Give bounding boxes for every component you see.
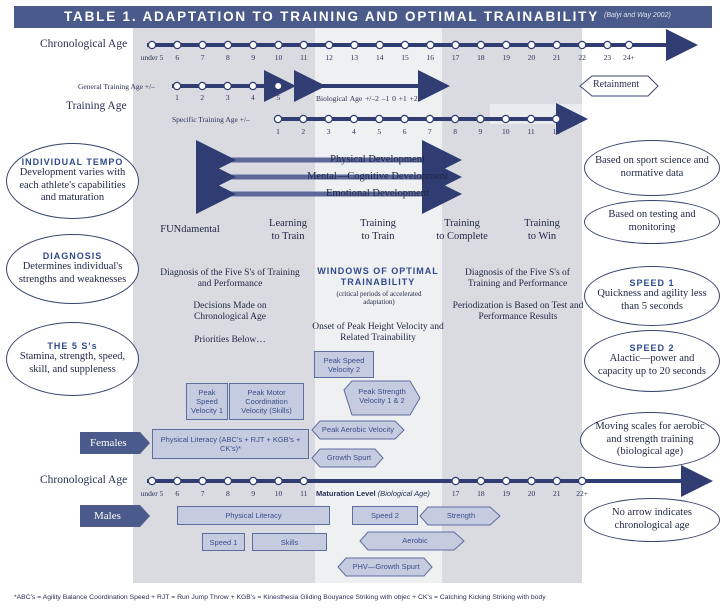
bottom-tick-label: 6 [175,489,180,498]
bottom-dot [579,477,586,484]
aerobic-male-label: Aerobic [402,536,428,545]
oval-text: Moving scales for aerobic and strength training (biological age) [595,421,705,458]
bottom-tick-label: 9 [251,489,256,498]
males-label: Males [94,510,121,522]
chrono-dot [503,41,510,48]
chrono-tick-label: 13 [350,53,359,62]
general-tick-label: 1 [175,93,179,102]
chrono-tick-label: 11 [300,53,308,62]
bottom-tick-label: 20 [527,489,536,498]
chrono-tick-label: 20 [527,53,536,62]
oval-text: Determines individual's strengths and weaknesses [18,261,127,285]
specific-dot [527,115,534,122]
chrono-dot [604,41,611,48]
chrono-tick-label: 9 [251,53,256,62]
oval-text: Quickness and agility less than 5 seconds [597,288,707,312]
chrono-tick-label: 16 [426,53,435,62]
phv-male-label: PHV—Growth Spurt [352,562,420,571]
chrono-tick-label: 12 [325,53,333,62]
bottom-dot [174,477,181,484]
chrono-dot [376,41,383,48]
diagnosis-left-text: Diagnosis of the Five S's of Training and Performance [160,268,300,290]
oval-text: Alactic—power and capacity up to 20 seconds [598,353,706,377]
chrono-tick-label: 21 [553,53,561,62]
bottom-dot [300,477,307,484]
chrono-tick-label: 18 [477,53,485,62]
specific-tick-label: 5 [377,127,382,136]
stage-training-to-win: Training to Win [524,218,560,242]
speed-1-male: Speed 1 [202,533,245,551]
general-tick-label: 5 [276,93,281,102]
females-label: Females [90,437,127,449]
bottom-tick-label: 7 [200,489,205,498]
general-tick-label: 3 [225,93,230,102]
chrono-dot [224,41,231,48]
oval-individual-tempo [6,143,139,219]
bottom-dot [275,477,282,484]
specific-dot [553,115,560,122]
bottom-tick-label: 19 [502,489,510,498]
bottom-tick-label: 17 [451,489,460,498]
growth-spurt-female-label: Growth Spurt [326,453,372,462]
oval-text: Based on sport science and normative data [595,155,709,179]
specific-tick-label: 9 [478,127,483,136]
emotional-development-label: Emotional Development [326,188,429,199]
chrono-tick-label: 14 [375,53,384,62]
specific-training-age-label: Specific Training Age +/– [172,115,250,124]
decisions-text: Decisions Made on Chronological Age [193,301,267,323]
bottom-tick-label: 10 [274,489,283,498]
specific-tick-label: 3 [326,127,331,136]
specific-tick-label: 2 [301,127,306,136]
oval-five-s [6,322,139,396]
peak-motor-coordination: Peak Motor Coordination Velocity (Skills) [229,383,304,420]
specific-dot [502,115,509,122]
specific-dot [477,115,484,122]
oval-title: INDIVIDUAL TEMPO [21,157,124,168]
specific-dot [426,115,433,122]
general-tick-label: 4 [251,93,255,102]
oval-moving-scales [580,412,720,468]
specific-dot [452,115,459,122]
windows-title: WINDOWS OF OPTIMAL TRAINABILITY [317,266,439,287]
chrono-tick-label: under 5 [140,53,164,62]
footnote: *ABC's = Agility Balance Coordination Speed + RJT = Run Jump Throw + KGB's = Kinesthesia Gliding Bouyance Striking with objec + CK's = Catching Kicking Striking with body [14,594,546,601]
stage-fundamental: FUNdamental [160,224,220,235]
bottom-tick-label: 8 [226,489,230,498]
oval-title: DIAGNOSIS [42,251,103,262]
oval-text: Based on testing and monitoring [608,209,696,233]
general-dot [275,82,282,89]
oval-speed-1 [584,266,720,326]
specific-dot [350,115,357,122]
chrono-dot [174,41,181,48]
peak-aerobic-label: Peak Aerobic Velocity [321,425,395,434]
stage-training-to-train: Training to Train [360,218,396,242]
biological-age-label: Biological Age +/–2 –1 0 +1 +2 [316,94,418,103]
chrono-tick-label: 17 [451,53,460,62]
bottom-dot [503,477,510,484]
chrono-dot [148,41,155,48]
chrono-tick-label: 23 [603,53,612,62]
strength-male-label: Strength [446,511,476,520]
chrono-dot [528,41,535,48]
oval-text: No arrow indicates chronological age [612,507,692,531]
bottom-tick-label: 18 [477,489,485,498]
table-title: TABLE 1. ADAPTATION TO TRAINING AND OPTIMAL TRAINABILITY [64,9,600,24]
oval-sport-science [584,140,720,196]
chrono-dot [326,41,333,48]
chrono-dot [199,41,206,48]
maturation-level-note: (Biological Age) [377,489,430,498]
chrono-tick-label: 22 [578,53,586,62]
oval-text: Development varies with each athlete's capabilities and maturation [19,167,126,204]
chrono-dot [579,41,586,48]
physical-literacy-male: Physical Literacy [177,506,330,525]
chrono-dot [401,41,408,48]
retainment-label: Retainment [593,79,640,90]
stage-training-to-complete: Training to Complete [436,218,488,242]
chrono-dot [275,41,282,48]
specific-tick-label: 10 [501,127,510,136]
specific-dot [325,115,332,122]
specific-tick-label: 7 [427,127,432,136]
bottom-dot [477,477,484,484]
chronological-age-label-top: Chronological Age [40,38,128,50]
bottom-tick-label: 21 [553,489,561,498]
specific-tick-label: 8 [453,127,457,136]
bottom-dot [528,477,535,484]
bottom-dot [148,477,155,484]
chrono-dot [477,41,484,48]
specific-dot [401,115,408,122]
specific-tick-label: 6 [402,127,407,136]
oval-no-arrow [584,498,720,542]
physical-development-label: Physical Development [330,154,425,165]
bottom-dot [199,477,206,484]
chrono-dot [351,41,358,48]
diagnosis-right-text: Diagnosis of the Five S's of Training and Performance [465,268,570,290]
specific-tick-label: 4 [352,127,356,136]
onset-text: Onset of Peak Height Velocity and Related Trainability [312,322,444,344]
chrono-tick-label: 8 [226,53,230,62]
general-training-age-label: General Training Age +/– [78,82,155,91]
general-dot [224,82,231,89]
physical-literacy-female: Physical Literacy (ABC's + RJT + KGB's + CK's)* [152,429,309,459]
chrono-tick-label: 15 [401,53,409,62]
windows-subtitle: (critical periods of accelerated adaptation) [336,290,422,307]
chrono-dot [452,41,459,48]
chronological-age-label-bottom: Chronological Age [40,474,128,486]
general-dot [199,82,206,89]
oval-diagnosis [6,234,139,304]
chrono-tick-label: 24+ [623,53,635,62]
specific-tick-label: 1 [276,127,280,136]
chrono-dot [427,41,434,48]
general-dot [249,82,256,89]
chrono-dot [250,41,257,48]
specific-dot [376,115,383,122]
chrono-dot [300,41,307,48]
chrono-dot [553,41,560,48]
bottom-tick-label: under 5 [140,489,164,498]
oval-title: SPEED 1 [629,278,675,289]
chrono-tick-label: 6 [175,53,180,62]
stage-learning-to-train: Learning to Train [269,218,307,242]
general-tick-label: 2 [200,93,205,102]
oval-title: SPEED 2 [629,343,675,354]
skills-male: Skills [252,533,327,551]
bottom-dot [553,477,560,484]
general-dot [173,82,180,89]
peak-strength-label: Peak Strength Velocity 1 & 2 [358,387,406,405]
specific-tick-label: 11 [527,127,535,136]
specific-dot [300,115,307,122]
maturation-level-label [316,489,430,498]
bottom-tick-label: 22+ [576,489,588,498]
speed-2-male: Speed 2 [352,506,418,525]
peak-speed-velocity-2: Peak Speed Velocity 2 [314,351,374,378]
bottom-dot [224,477,231,484]
mental-development-label: Mental—Cognitive Development [307,171,448,182]
chrono-tick-label: 10 [274,53,283,62]
training-age-label: Training Age [66,100,127,112]
oval-testing-monitoring [584,200,720,244]
oval-speed-2 [584,330,720,392]
peak-speed-velocity-1: Peak Speed Velocity 1 [186,383,228,420]
chrono-tick-label: 7 [200,53,205,62]
maturation-level-text: Maturation Level [316,489,376,498]
table-citation: (Balyi and Way 2002) [604,12,671,19]
chrono-tick-label: 19 [502,53,510,62]
oval-text: Stamina, strength, speed, skill, and suppleness [19,351,126,375]
periodization-text: Periodization is Based on Test and Performance Results [452,301,584,323]
bottom-tick-label: 11 [300,489,308,498]
specific-dot [274,115,281,122]
chrono-dot [625,41,632,48]
priorities-text: Priorities Below… [194,335,266,345]
specific-tick-label: 12 [552,127,561,136]
bottom-dot [452,477,459,484]
bottom-dot [250,477,257,484]
oval-title: THE 5 S's [47,341,98,352]
